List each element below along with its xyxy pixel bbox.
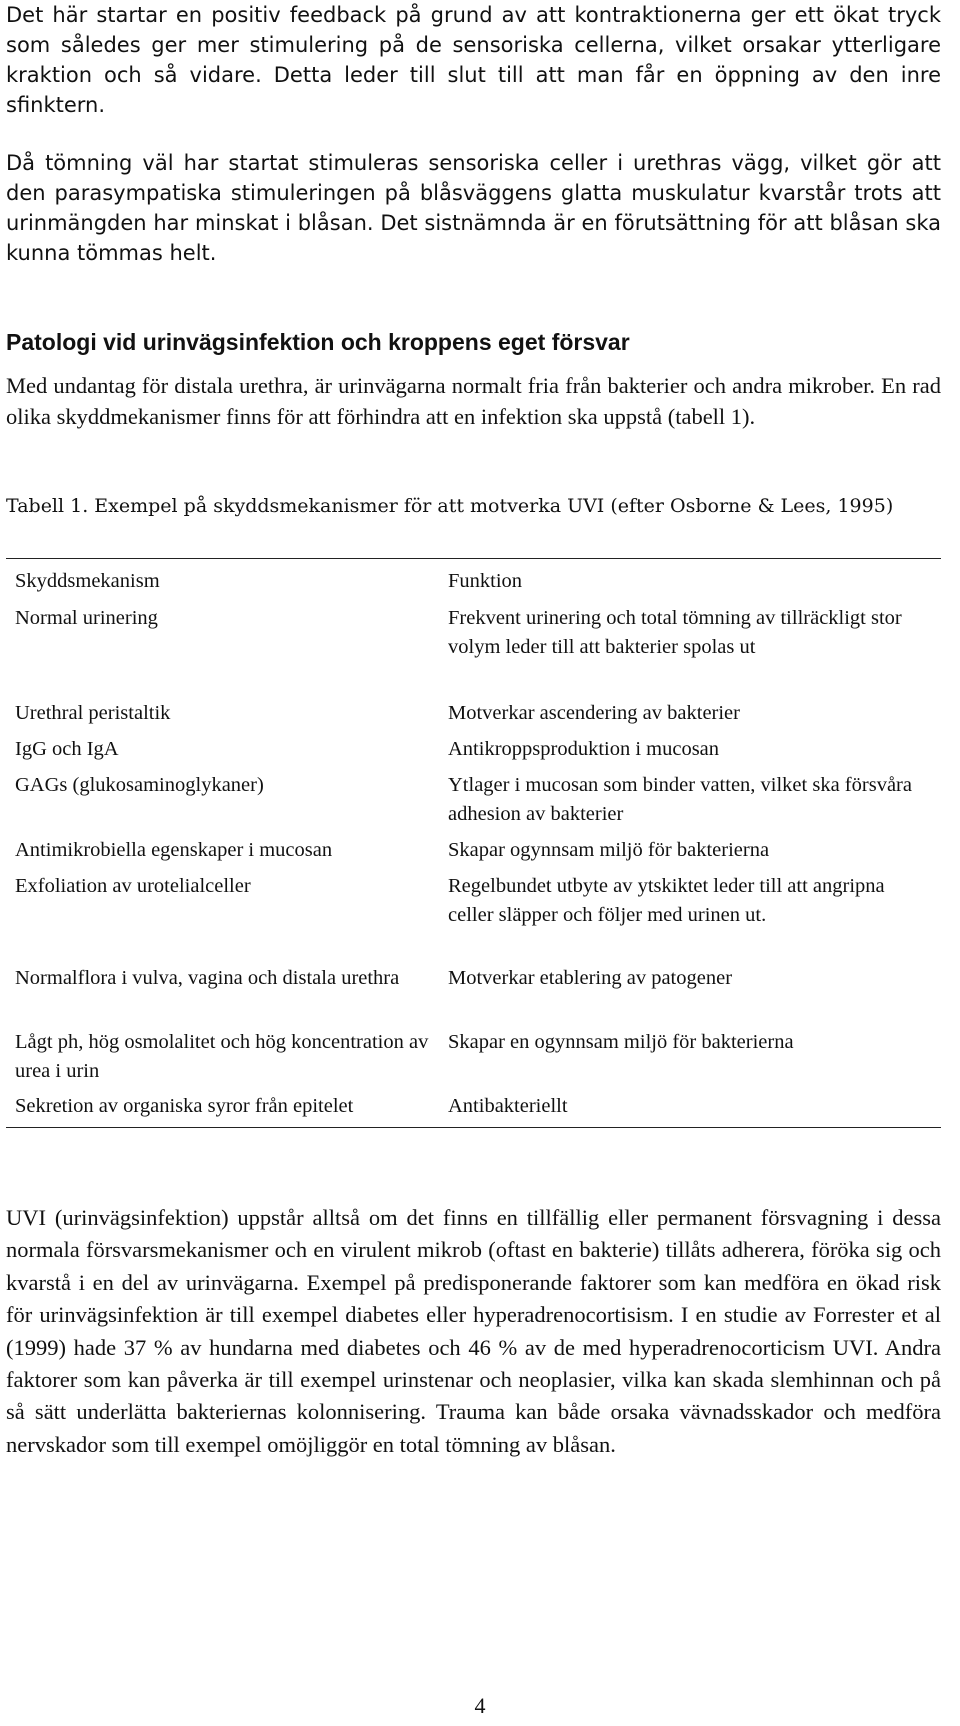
table-cell-mechanism: Normal urinering [15,607,158,629]
table-cell-mechanism: Exfoliation av urotelialceller [15,875,251,897]
table-cell-mechanism: Sekretion av organiska syror från epitelet [15,1095,354,1117]
table-row [6,699,941,735]
table-row [6,735,941,771]
defense-paragraph: Med undantag för distala urethra, är urinvägarna normalt fria från bakterier och andra mikrober. En rad olika skyddmekanismer finns för att förhindra att en infektion ska uppstå (tabell 1). [6,373,941,429]
table-cell-mechanism: Normalflora i vulva, vagina och distala urethra [15,967,400,989]
closing-paragraph: UVI (urinvägsinfektion) uppstår alltså om det finns en tillfällig eller permanent försvagning i dessa normala försvarsmekanismer och en virulent mikrob (oftast en bakterie) tillåts adherera, föröka sig och kvarstå i en del av urinvägarna. Exempel på predisponerande faktorer som kan medföra en ökad risk för urinvägsinfektion är till exempel diabetes eller hyperadrenocortisism. I en studie av Forrester et al (1999) hade 37 % av hundarna med diabetes och 46 % av de med hyperadrenocorticism UVI. Andra faktorer som kan påverka är till exempel urinstenar och neoplasier, vilka kan skada slemhinnan och på så sätt underlätta bakteriernas kolonnisering. Trauma kan både orsaka vävnadsskador och medföra nervskador som till exempel omöjliggör en total tömning av blåsan. [6,1205,941,1457]
table-cell-mechanism: Antimikrobiella egenskaper i mucosan [15,839,333,861]
table-cell-function: Ytlager i mucosan som binder vatten, vilket ska försvåra adhesion av bakterier [448,774,912,825]
table-header-function: Funktion [448,570,523,592]
intro-paragraph: Det här startar en positiv feedback på grund av att kontraktionerna ger ett ökat tryck som således ger mer stimulering på de sensoriska cellerna, vilket orsakar ytterligare kraktion och så vidare. Detta leder till slut till att man får en öppning av den inre sfinktern. [6,3,941,117]
table-cell-function: Antibakteriellt [448,1095,568,1117]
table-header-row [6,559,941,604]
table-cell-function: Regelbundet utbyte av ytskiktet leder till att angripna celler släpper och följer med urinen ut. [448,875,885,926]
table-row [6,1092,941,1127]
emptying-paragraph: Då tömning väl har startat stimuleras sensoriska celler i urethras vägg, vilket gör att den parasympatiska stimuleringen på blåsväggens glatta muskulatur kvarstår trots att urinmängden har minskat i blåsan. Det sistnämnda är en förutsättning för att blåsan ska kunna tömmas helt. [6,151,941,265]
table-header-mechanism: Skyddsmekanism [15,570,160,592]
table-cell-function: Skapar en ogynnsam miljö för bakterierna [448,1031,794,1053]
table-cell-function: Motverkar etablering av patogener [448,967,733,989]
table-row [6,604,941,699]
table-row [6,771,941,836]
table-row [6,1028,941,1092]
table-caption: Tabell 1. Exempel på skyddsmekanismer för att motverka UVI (efter Osborne & Lees, 1995) [6,495,894,517]
table-row [6,964,941,1028]
table-cell-function: Frekvent urinering och total tömning av tillräckligt stor volym leder till att bakterier spolas ut [448,607,902,658]
table-cell-function: Motverkar ascendering av bakterier [448,702,740,724]
table-row [6,872,941,964]
table-cell-function: Skapar ogynnsam miljö för bakterierna [448,839,770,861]
table-cell-function: Antikroppsproduktion i mucosan [448,738,720,760]
table-cell-mechanism: Urethral peristaltik [15,702,171,724]
defense-mechanism-table [6,558,941,1128]
table-cell-mechanism: GAGs (glukosaminoglykaner) [15,774,264,796]
page-number: 4 [474,1693,486,1718]
table-row [6,836,941,872]
table-cell-mechanism: Lågt ph, hög osmolalitet och hög koncentration av urea i urin [15,1031,429,1082]
table-cell-mechanism: IgG och IgA [15,738,119,760]
section-heading: Patologi vid urinvägsinfektion och kroppens eget försvar [6,329,630,355]
